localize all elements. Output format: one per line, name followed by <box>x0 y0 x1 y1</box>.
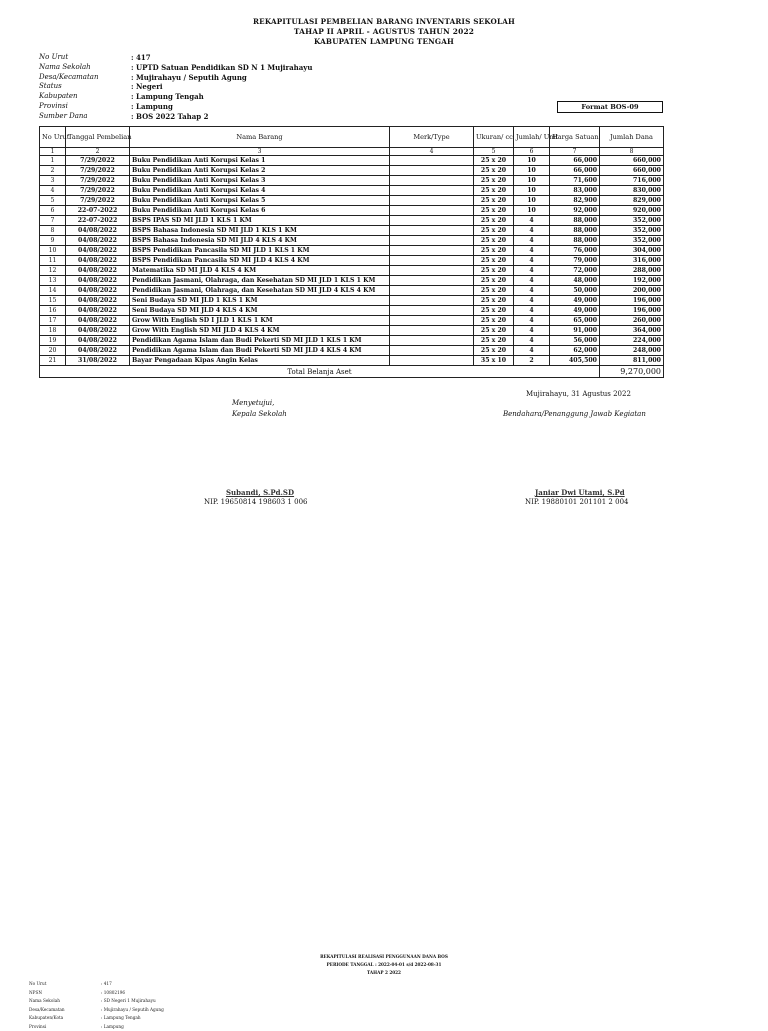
cell-jumlah: 4 <box>514 226 550 236</box>
cell-nama: Seni Budaya SD MI JLD 4 KLS 4 KM <box>130 306 390 316</box>
info-label: No Urut <box>29 980 101 989</box>
cell-ukuran: 25 x 20 <box>474 326 514 336</box>
cell-no: 2 <box>40 166 66 176</box>
title-line-3: KABUPATEN LAMPUNG TENGAH <box>0 37 768 47</box>
info-value: : 417 <box>131 53 151 63</box>
info-label: Desa/Kecamatan <box>29 1006 101 1015</box>
cell-jumlah: 4 <box>514 316 550 326</box>
treasurer-name: Janiar Dwi Utami, S.Pd <box>535 488 625 497</box>
info-row <box>29 1023 164 1031</box>
cell-harga: 82,900 <box>550 196 600 206</box>
cell-ukuran: 25 x 20 <box>474 186 514 196</box>
cell-harga: 88,000 <box>550 216 600 226</box>
col-header: Jumlah Dana <box>600 127 664 148</box>
cell-no: 17 <box>40 316 66 326</box>
next-page-info <box>29 980 164 1031</box>
info-value: : Mujirahayu / Seputih Agung <box>131 73 247 83</box>
cell-tanggal: 7/29/2022 <box>66 186 130 196</box>
info-label: Nama Sekolah <box>39 63 131 73</box>
column-index: 5 <box>474 148 514 156</box>
info-label: NPSN <box>29 989 101 998</box>
col-header: Merk/Type <box>390 127 474 148</box>
info-row <box>29 997 164 1006</box>
cell-dana: 260,000 <box>600 316 664 326</box>
column-index: 4 <box>390 148 474 156</box>
cell-no: 13 <box>40 276 66 286</box>
cell-ukuran: 25 x 20 <box>474 336 514 346</box>
cell-dana: 224,000 <box>600 336 664 346</box>
cell-ukuran: 25 x 20 <box>474 286 514 296</box>
cell-nama: Pendidikan Jasmani, Olahraga, dan Kesehatan SD MI JLD 1 KLS 1 KM <box>130 276 390 286</box>
cell-tanggal: 04/08/2022 <box>66 266 130 276</box>
format-code-box: Format BOS-09 <box>557 101 663 113</box>
cell-tanggal: 04/08/2022 <box>66 236 130 246</box>
cell-dana: 660,000 <box>600 156 664 166</box>
column-index: 6 <box>514 148 550 156</box>
title-line-1: REKAPITULASI PEMBELIAN BARANG INVENTARIS SEKOLAH <box>0 17 768 27</box>
cell-harga: 92,000 <box>550 206 600 216</box>
cell-jumlah: 4 <box>514 276 550 286</box>
cell-no: 19 <box>40 336 66 346</box>
cell-nama: BSPS Bahasa Indonesia SD MI JLD 4 KLS 4 KM <box>130 236 390 246</box>
cell-harga: 79,000 <box>550 256 600 266</box>
cell-harga: 88,000 <box>550 236 600 246</box>
cell-tanggal: 7/29/2022 <box>66 196 130 206</box>
cell-ukuran: 25 x 20 <box>474 216 514 226</box>
cell-jumlah: 4 <box>514 216 550 226</box>
cell-nama: BSPS Pendidikan Pancasila SD MI JLD 4 KLS 4 KM <box>130 256 390 266</box>
cell-harga: 76,000 <box>550 246 600 256</box>
approval-label: Menyetujui, <box>232 399 274 407</box>
cell-ukuran: 25 x 20 <box>474 176 514 186</box>
cell-dana: 196,000 <box>600 306 664 316</box>
cell-jumlah: 10 <box>514 166 550 176</box>
cell-dana: 352,000 <box>600 216 664 226</box>
cell-harga: 50,000 <box>550 286 600 296</box>
principal-role: Kepala Sekolah <box>232 410 287 418</box>
info-label: No Urut <box>39 53 131 63</box>
cell-tanggal: 04/08/2022 <box>66 276 130 286</box>
cell-jumlah: 10 <box>514 156 550 166</box>
cell-nama: Buku Pendidikan Anti Korupsi Kelas 1 <box>130 156 390 166</box>
cell-jumlah: 10 <box>514 176 550 186</box>
col-header: Ukuran/ cc <box>474 127 514 148</box>
info-row <box>29 980 164 989</box>
cell-tanggal: 31/08/2022 <box>66 356 130 366</box>
cell-jumlah: 2 <box>514 356 550 366</box>
cell-nama: BSPS IPAS SD MI JLD 1 KLS 1 KM <box>130 216 390 226</box>
cell-nama: Grow With English SD I JLD 1 KLS 1 KM <box>130 316 390 326</box>
cell-tanggal: 04/08/2022 <box>66 306 130 316</box>
cell-no: 7 <box>40 216 66 226</box>
info-value: : SD Negeri 1 Mujirahayu <box>101 997 156 1006</box>
cell-ukuran: 25 x 20 <box>474 226 514 236</box>
cell-ukuran: 25 x 20 <box>474 196 514 206</box>
cell-nama: Buku Pendidikan Anti Korupsi Kelas 3 <box>130 176 390 186</box>
cell-dana: 192,000 <box>600 276 664 286</box>
cell-no: 4 <box>40 186 66 196</box>
column-index: 1 <box>40 148 66 156</box>
cell-no: 21 <box>40 356 66 366</box>
info-row <box>29 989 164 998</box>
info-label: Status <box>39 82 131 92</box>
cell-ukuran: 35 x 10 <box>474 356 514 366</box>
cell-harga: 71,600 <box>550 176 600 186</box>
cell-nama: Pendidikan Agama Islam dan Budi Pekerti SD MI JLD 1 KLS 1 KM <box>130 336 390 346</box>
col-header: No Urut <box>40 127 66 148</box>
cell-dana: 304,000 <box>600 246 664 256</box>
cell-ukuran: 25 x 20 <box>474 236 514 246</box>
cell-dana: 352,000 <box>600 236 664 246</box>
cell-nama: Matematika SD MI JLD 4 KLS 4 KM <box>130 266 390 276</box>
col-header: Harga Satuan <box>550 127 600 148</box>
cell-harga: 65,000 <box>550 316 600 326</box>
next-page-titles <box>0 953 768 977</box>
cell-no: 3 <box>40 176 66 186</box>
cell-no: 10 <box>40 246 66 256</box>
column-index: 3 <box>130 148 390 156</box>
cell-tanggal: 7/29/2022 <box>66 166 130 176</box>
info-label: Kabupaten/Kota <box>29 1014 101 1023</box>
info-value: : Lampung Tengah <box>131 92 204 102</box>
info-label: Desa/Kecamatan <box>39 73 131 83</box>
cell-harga: 72,000 <box>550 266 600 276</box>
cell-dana: 288,000 <box>600 266 664 276</box>
cell-ukuran: 25 x 20 <box>474 206 514 216</box>
info-label: Nama Sekolah <box>29 997 101 1006</box>
cell-nama: Bayar Pengadaan Kipas Angin Kelas <box>130 356 390 366</box>
cell-harga: 49,000 <box>550 296 600 306</box>
cell-no: 9 <box>40 236 66 246</box>
treasurer-nip: NIP. 19880101 201101 2 004 <box>525 498 628 506</box>
cell-dana: 811,000 <box>600 356 664 366</box>
column-index: 8 <box>600 148 664 156</box>
cell-ukuran: 25 x 20 <box>474 246 514 256</box>
cell-no: 16 <box>40 306 66 316</box>
cell-nama: Pendidikan Jasmani, Olahraga, dan Kesehatan SD MI JLD 4 KLS 4 KM <box>130 286 390 296</box>
principal-nip: NIP. 19650814 198603 1 006 <box>204 498 307 506</box>
cell-tanggal: 04/08/2022 <box>66 336 130 346</box>
column-index: 7 <box>550 148 600 156</box>
place-date: Mujirahayu, 31 Agustus 2022 <box>526 390 631 398</box>
next-page-title: PERIODE TANGGAL : 2022-04-01 s/d 2022-08-31 <box>0 961 768 969</box>
cell-jumlah: 4 <box>514 256 550 266</box>
cell-jumlah: 4 <box>514 346 550 356</box>
cell-ukuran: 25 x 20 <box>474 316 514 326</box>
cell-ukuran: 25 x 20 <box>474 166 514 176</box>
cell-jumlah: 10 <box>514 196 550 206</box>
total-value: 9,270,000 <box>600 366 664 378</box>
cell-tanggal: 04/08/2022 <box>66 226 130 236</box>
info-value: : BOS 2022 Tahap 2 <box>131 112 208 122</box>
cell-dana: 660,000 <box>600 166 664 176</box>
cell-tanggal: 04/08/2022 <box>66 296 130 306</box>
info-label: Provinsi <box>29 1023 101 1031</box>
col-header: Tanggal Pembelian <box>66 127 130 148</box>
cell-no: 12 <box>40 266 66 276</box>
info-value: : 10802196 <box>101 989 125 998</box>
cell-nama: Buku Pendidikan Anti Korupsi Kelas 6 <box>130 206 390 216</box>
cell-jumlah: 4 <box>514 246 550 256</box>
cell-nama: BSPS Bahasa Indonesia SD MI JLD 1 KLS 1 KM <box>130 226 390 236</box>
cell-ukuran: 25 x 20 <box>474 276 514 286</box>
cell-harga: 91,000 <box>550 326 600 336</box>
cell-dana: 920,000 <box>600 206 664 216</box>
cell-dana: 248,000 <box>600 346 664 356</box>
cell-tanggal: 7/29/2022 <box>66 176 130 186</box>
cell-no: 1 <box>40 156 66 166</box>
cell-nama: Buku Pendidikan Anti Korupsi Kelas 4 <box>130 186 390 196</box>
cell-dana: 352,000 <box>600 226 664 236</box>
cell-jumlah: 10 <box>514 206 550 216</box>
info-label: Sumber Dana <box>39 112 131 122</box>
cell-ukuran: 25 x 20 <box>474 306 514 316</box>
cell-no: 5 <box>40 196 66 206</box>
cell-jumlah: 4 <box>514 326 550 336</box>
cell-ukuran: 25 x 20 <box>474 296 514 306</box>
cell-tanggal: 22-07-2022 <box>66 206 130 216</box>
cell-jumlah: 4 <box>514 336 550 346</box>
cell-ukuran: 25 x 20 <box>474 156 514 166</box>
cell-jumlah: 4 <box>514 286 550 296</box>
cell-jumlah: 10 <box>514 186 550 196</box>
cell-jumlah: 4 <box>514 296 550 306</box>
next-page-title: REKAPITULASI REALISASI PENGGUNAAN DANA BOS <box>0 953 768 961</box>
cell-no: 14 <box>40 286 66 296</box>
cell-tanggal: 04/08/2022 <box>66 316 130 326</box>
cell-tanggal: 04/08/2022 <box>66 346 130 356</box>
cell-no: 8 <box>40 226 66 236</box>
cell-dana: 716,000 <box>600 176 664 186</box>
cell-no: 15 <box>40 296 66 306</box>
cell-ukuran: 25 x 20 <box>474 256 514 266</box>
cell-tanggal: 04/08/2022 <box>66 286 130 296</box>
cell-ukuran: 25 x 20 <box>474 346 514 356</box>
next-page-title: TAHAP 2 2022 <box>0 969 768 977</box>
cell-tanggal: 04/08/2022 <box>66 256 130 266</box>
cell-nama: Pendidikan Agama Islam dan Budi Pekerti SD MI JLD 4 KLS 4 KM <box>130 346 390 356</box>
info-row <box>29 1014 164 1023</box>
cell-harga: 405,500 <box>550 356 600 366</box>
cell-nama: Buku Pendidikan Anti Korupsi Kelas 2 <box>130 166 390 176</box>
cell-tanggal: 7/29/2022 <box>66 156 130 166</box>
info-label: Kabupaten <box>39 92 131 102</box>
cell-no: 6 <box>40 206 66 216</box>
cell-dana: 196,000 <box>600 296 664 306</box>
col-header: Nama Barang <box>130 127 390 148</box>
column-index: 2 <box>66 148 130 156</box>
info-row <box>29 1006 164 1015</box>
info-value: : UPTD Satuan Pendidikan SD N 1 Mujirahayu <box>131 63 312 73</box>
cell-harga: 88,000 <box>550 226 600 236</box>
info-value: : Lampung Tengah <box>101 1014 141 1023</box>
cell-no: 18 <box>40 326 66 336</box>
cell-tanggal: 04/08/2022 <box>66 326 130 336</box>
cell-harga: 83,000 <box>550 186 600 196</box>
cell-no: 20 <box>40 346 66 356</box>
cell-dana: 316,000 <box>600 256 664 266</box>
cell-tanggal: 04/08/2022 <box>66 246 130 256</box>
cell-jumlah: 4 <box>514 236 550 246</box>
cell-jumlah: 4 <box>514 306 550 316</box>
cell-nama: BSPS Pendidikan Pancasila SD MI JLD 1 KLS 1 KM <box>130 246 390 256</box>
cell-harga: 66,000 <box>550 156 600 166</box>
cell-nama: Buku Pendidikan Anti Korupsi Kelas 5 <box>130 196 390 206</box>
cell-dana: 200,000 <box>600 286 664 296</box>
principal-name: Subandi, S.Pd.SD <box>226 488 294 497</box>
cell-harga: 66,000 <box>550 166 600 176</box>
cell-dana: 829,000 <box>600 196 664 206</box>
info-value: : Mujirahayu / Seputih Agung <box>101 1006 164 1015</box>
cell-nama: Grow With English SD MI JLD 4 KLS 4 KM <box>130 326 390 336</box>
info-label: Provinsi <box>39 102 131 112</box>
cell-dana: 364,000 <box>600 326 664 336</box>
total-label: Total Belanja Aset <box>40 366 600 378</box>
treasurer-role: Bendahara/Penanggung Jawab Kegiatan <box>503 410 646 418</box>
info-value: : Lampung <box>101 1023 124 1031</box>
cell-no: 11 <box>40 256 66 266</box>
cell-harga: 49,000 <box>550 306 600 316</box>
cell-ukuran: 25 x 20 <box>474 266 514 276</box>
cell-jumlah: 4 <box>514 266 550 276</box>
cell-harga: 62,000 <box>550 346 600 356</box>
info-value: : Negeri <box>131 82 163 92</box>
col-header: Jumlah/ Unit <box>514 127 550 148</box>
cell-tanggal: 22-07-2022 <box>66 216 130 226</box>
cell-nama: Seni Budaya SD MI JLD 1 KLS 1 KM <box>130 296 390 306</box>
title-line-2: TAHAP II APRIL - AGUSTUS TAHUN 2022 <box>0 27 768 37</box>
cell-dana: 830,000 <box>600 186 664 196</box>
cell-harga: 48,000 <box>550 276 600 286</box>
info-value: : 417 <box>101 980 112 989</box>
info-value: : Lampung <box>131 102 173 112</box>
cell-harga: 56,000 <box>550 336 600 346</box>
